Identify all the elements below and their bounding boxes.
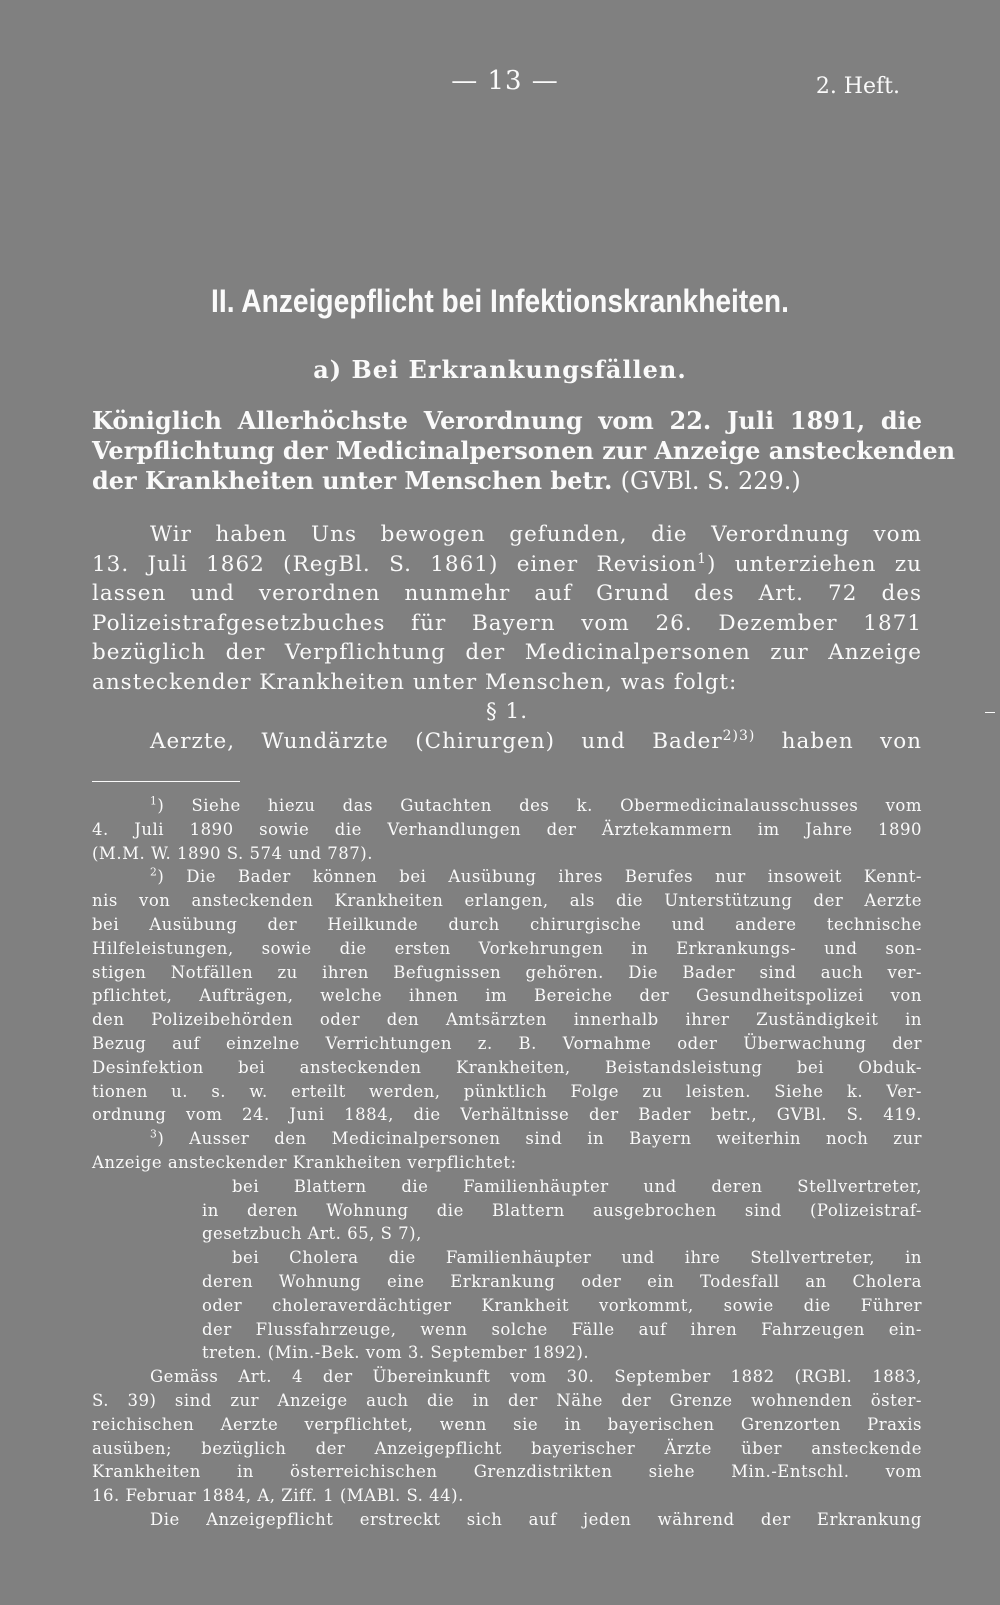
footnotes bbox=[92, 794, 922, 1532]
footnote-line: treten. (Min.-Bek. vom 3. September 1892). bbox=[202, 1343, 590, 1363]
footnote-line: stigen Notfällen zu ihren Befugnissen gehören. Die Bader sind auch ver- bbox=[92, 962, 922, 982]
body-line: 13. Juli 1862 (RegBl. S. 1861) einer Revision$^1$) unterziehen zu bbox=[92, 550, 922, 577]
body-line: Polizeistrafgesetzbuches für Bayern vom 26. Dezember 1871 bbox=[92, 610, 922, 636]
footnote-line: 16. Februar 1884, A, Ziff. 1 (MABl. S. 44). bbox=[92, 1486, 464, 1506]
margin-dash bbox=[985, 712, 995, 713]
ordinance-title-line: Verpflichtung der Medicinalpersonen zur Anzeige ansteckenden bbox=[92, 436, 956, 465]
footnote-line: bei Blattern die Familienhäupter und deren Stellvertreter, bbox=[232, 1176, 922, 1196]
paragraph-mark: § 1. bbox=[485, 699, 529, 724]
footnote-line: $^1$) Siehe hiezu das Gutachten des k. Obermedicinalausschusses vom bbox=[150, 794, 922, 815]
page-number: — 13 — bbox=[451, 66, 559, 96]
footnote-line: oder choleraverdächtiger Krankheit vorkommt, sowie die Führer bbox=[202, 1295, 922, 1315]
footnote-line: (M.M. W. 1890 S. 574 und 787). bbox=[92, 843, 373, 863]
footnote-line: Hilfeleistungen, sowie die ersten Vorkehrungen in Erkrankungs- und son- bbox=[92, 938, 922, 958]
footnote-line: bei Cholera die Familienhäupter und ihre Stellvertreter, in bbox=[232, 1248, 922, 1268]
ordinance-title bbox=[92, 406, 956, 496]
gazette-reference: (GVBl. S. 229.) bbox=[620, 467, 801, 495]
footnote-line: den Polizeibehörden oder den Amtsärzten innerhalb ihrer Zuständigkeit in bbox=[92, 1010, 922, 1030]
footnote-line: tionen u. s. w. erteilt werden, pünktlich Folge zu leisten. Siehe k. Ver- bbox=[92, 1081, 922, 1101]
footnote-line: ausüben; bezüglich der Anzeigepflicht bayerischer Ärzte über ansteckende bbox=[92, 1438, 922, 1458]
section-title: II. Anzeigepflicht bei Infektionskrankheiten. bbox=[211, 283, 789, 319]
footnote-line: $^3$) Ausser den Medicinalpersonen sind in Bayern weiterhin noch zur bbox=[150, 1127, 922, 1149]
issue-label: 2. Heft. bbox=[815, 74, 900, 99]
body-line: ansteckender Krankheiten unter Menschen, was folgt: bbox=[92, 669, 738, 695]
footnote-line: nis von ansteckenden Krankheiten erlangen, als die Unterstützung der Aerzte bbox=[92, 891, 922, 911]
body-text bbox=[92, 520, 922, 756]
footnote-line: $^2$) Die Bader können bei Ausübung ihres Berufes nur insoweit Kennt- bbox=[150, 865, 922, 887]
body-line: Wir haben Uns bewogen gefunden, die Verordnung vom bbox=[150, 522, 922, 547]
footnote-line: Anzeige ansteckender Krankheiten verpflichtet: bbox=[92, 1152, 517, 1172]
ordinance-title-line: Königlich Allerhöchste Verordnung vom 22. Juli 1891, die bbox=[92, 406, 922, 435]
body-line: bezüglich der Verpflichtung der Medicinalpersonen zur Anzeige bbox=[92, 640, 922, 665]
subheading: a) Bei Erkrankungsfällen. bbox=[313, 355, 687, 384]
footnote-line: Bezug auf einzelne Verrichtungen z. B. Vornahme oder Überwachung der bbox=[92, 1033, 922, 1053]
footnote-line: ordnung vom 24. Juni 1884, die Verhältnisse der Bader betr., GVBl. S. 419. bbox=[92, 1105, 922, 1125]
footnote-line: gesetzbuch Art. 65, S 7), bbox=[202, 1224, 422, 1244]
ordinance-title-line: der Krankheiten unter Menschen betr. (GVBl. S. 229.) bbox=[92, 466, 801, 495]
page-header bbox=[0, 60, 1000, 100]
footnote-ref: 2) bbox=[722, 727, 739, 744]
body-line: lassen und verordnen nunmehr auf Grund des Art. 72 des bbox=[92, 581, 922, 606]
footnote-line: der Flussfahrzeuge, wenn solche Fälle auf ihren Fahrzeugen ein- bbox=[202, 1319, 922, 1339]
footnote-line: S. 39) sind zur Anzeige auch die in der Nähe der Grenze wohnenden öster- bbox=[92, 1390, 922, 1410]
footnote-line: reichischen Aerzte verpflichtet, wenn sie in bayerischen Grenzorten Praxis bbox=[92, 1414, 922, 1434]
footnote-line: Gemäss Art. 4 der Übereinkunft vom 30. September 1882 (RGBl. 1883, bbox=[150, 1367, 922, 1387]
footnote-ref: 1 bbox=[697, 550, 708, 567]
footnote-line: deren Wohnung eine Erkrankung oder ein Todesfall an Cholera bbox=[202, 1271, 922, 1291]
footnote-line: Desinfektion bei ansteckenden Krankheiten, Beistandsleistung bei Obduk- bbox=[92, 1057, 922, 1077]
footnote-line: bei Ausübung der Heilkunde durch chirurgische und andere technische bbox=[92, 914, 922, 934]
footnote-ref: 3) bbox=[738, 727, 756, 744]
footnote-line: Die Anzeigepflicht erstreckt sich auf jeden während der Erkrankung bbox=[150, 1509, 922, 1529]
body-line: Aerzte, Wundärzte (Chirurgen) und Bader$^{2)3)}$ haben von bbox=[150, 727, 922, 754]
footnote-line: 4. Juli 1890 sowie die Verhandlungen der Ärztekammern im Jahre 1890 bbox=[92, 819, 922, 839]
footnote-line: Krankheiten in österreichischen Grenzdistrikten siehe Min.-Entschl. vom bbox=[92, 1462, 922, 1482]
footnote-divider bbox=[92, 781, 240, 782]
footnote-line: pflichtet, Aufträgen, welche ihnen im Bereiche der Gesundheitspolizei von bbox=[92, 986, 922, 1006]
footnote-line: in deren Wohnung die Blattern ausgebrochen sind (Polizeistraf- bbox=[202, 1200, 922, 1220]
